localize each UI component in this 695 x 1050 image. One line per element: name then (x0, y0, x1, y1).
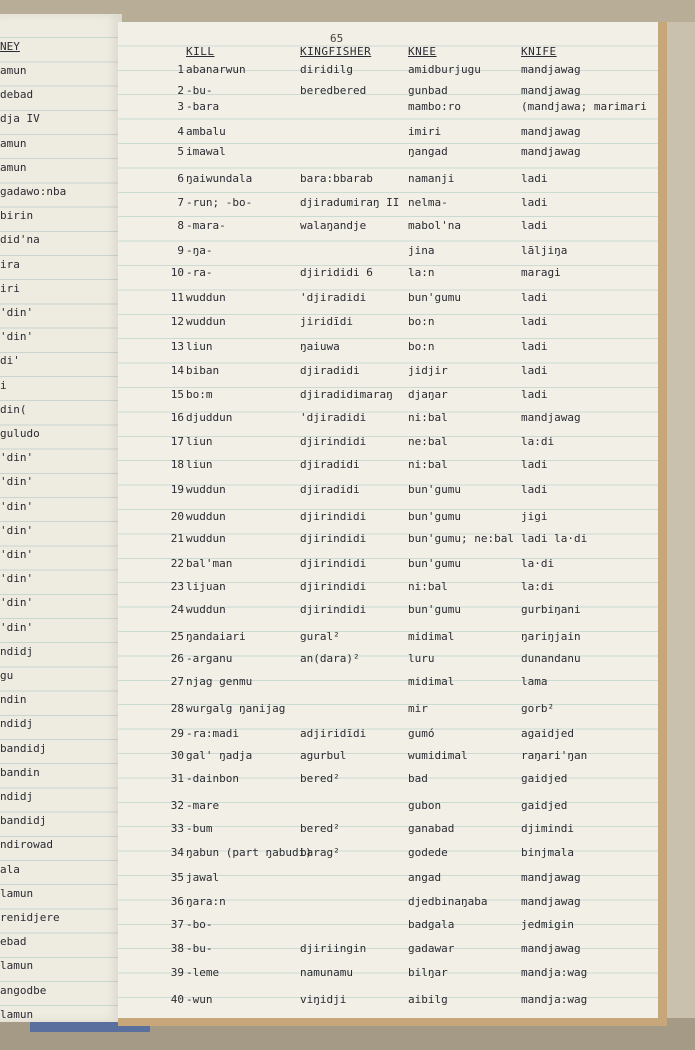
cell-knee: amidburjugu (408, 63, 481, 76)
cell-kill: bo:m (186, 388, 213, 401)
cell-kill: abanarwun (186, 63, 246, 76)
row-number: 32 (170, 799, 184, 812)
cell-knee: gubon (408, 799, 442, 812)
left-page-line: bandidj (0, 814, 47, 828)
cell-knee: aibilg (408, 993, 448, 1006)
left-page-line: 'din' (0, 330, 34, 344)
left-page-line: angodbe (0, 983, 47, 997)
row-number: 1 (177, 63, 184, 76)
cell-knee: mir (408, 702, 428, 715)
cell-knife: mandjawag (521, 942, 581, 955)
cell-knee: imiri (408, 125, 442, 138)
left-page-line: lamun (0, 1007, 34, 1021)
cell-kill: liun (186, 435, 213, 448)
row-number: 34 (170, 846, 184, 859)
cell-kingfisher: beredbered (300, 84, 367, 97)
row-number: 26 (170, 652, 184, 665)
cell-knife: maragi (521, 266, 561, 279)
cell-knife: gaidjed (521, 799, 568, 812)
cell-knee: ganabad (408, 822, 455, 835)
cell-kingfisher: bered² (300, 822, 340, 835)
cell-knife: (mandjawa; marimari (521, 100, 647, 113)
cell-knife: mandja:wag (521, 993, 588, 1006)
cell-kill: bal'man (186, 557, 233, 570)
cell-kill: -ŋa- (186, 244, 213, 257)
cell-knee: bo:n (408, 315, 435, 328)
left-page-line: 'din' (0, 548, 34, 561)
cell-kill: -mare (186, 799, 220, 812)
row-number: 7 (177, 196, 184, 209)
table-row (0, 601, 660, 621)
row-number: 27 (170, 675, 184, 688)
row-number: 6 (177, 172, 184, 185)
table-row (0, 264, 660, 284)
cell-kill: -arganu (186, 652, 233, 665)
cell-kingfisher: bara:bbarab (300, 172, 373, 185)
left-page-line: ndidj (0, 717, 34, 731)
cell-knee: bun'gumu (408, 603, 461, 616)
cell-knife: ladi (521, 315, 548, 328)
cell-knife: mandjawag (521, 63, 581, 76)
cell-kingfisher: walaŋandje (300, 219, 367, 232)
row-number: 19 (170, 483, 184, 496)
cell-kingfisher: an(dara)² (300, 652, 360, 665)
cell-kingfisher: djiriingin (300, 942, 367, 955)
cell-knife: lāljiŋa (521, 244, 568, 257)
left-page-line: guludo (0, 427, 40, 440)
left-page-line: 'din' (0, 451, 34, 465)
cell-knife: ŋariŋjain (521, 630, 581, 643)
row-number: 38 (170, 942, 184, 955)
cell-kingfisher: djirindidi (300, 580, 367, 593)
cell-kill: wuddun (186, 532, 226, 545)
cell-kingfisher: bered² (300, 772, 340, 785)
cell-knife: gorb² (521, 702, 555, 715)
cell-kill: wuddun (186, 483, 226, 496)
column-header-kingfisher: KINGFISHER (300, 45, 372, 58)
table-row (0, 530, 660, 550)
cell-knee: namanji (408, 172, 455, 185)
cell-knee: bun'gumu; ne:bal (408, 532, 514, 545)
left-page-line: debad (0, 88, 34, 102)
cell-knife: binjmala (521, 846, 574, 859)
table-row (0, 673, 660, 693)
left-page-line: din( (0, 402, 27, 416)
cell-kingfisher: djiradidi (300, 364, 360, 377)
left-page-line: ebad (0, 935, 27, 949)
cell-knee: ŋangad (408, 145, 448, 158)
cell-knife: jigi (521, 510, 548, 523)
table-row (0, 338, 660, 358)
cell-knife: mandjawag (521, 145, 581, 158)
row-number: 18 (170, 458, 184, 471)
cell-knife: la:di (521, 435, 555, 448)
cell-knife: dunandanu (521, 652, 581, 665)
table-row (0, 98, 660, 118)
left-page-line: ira (0, 257, 20, 271)
left-page-line: gu (0, 669, 14, 682)
row-number: 21 (170, 532, 184, 545)
cell-kill: -leme (186, 966, 220, 979)
cell-knife: gurbiŋani (521, 603, 581, 616)
cell-knife: ladi (521, 388, 548, 401)
table-row (0, 61, 660, 81)
cell-knee: badgala (408, 918, 455, 931)
cell-knife: ladi la·di (521, 532, 588, 545)
cell-kill: -bo- (186, 918, 213, 931)
cell-knife: mandjawag (521, 84, 581, 97)
row-number: 40 (170, 993, 184, 1006)
cell-knee: djedbinaŋaba (408, 895, 488, 908)
cell-knee: bun'gumu (408, 510, 461, 523)
table-row (0, 242, 660, 262)
cell-knee: gunbad (408, 84, 448, 97)
table-row (0, 797, 660, 817)
table-row (0, 508, 660, 528)
left-page-line: ndirowad (0, 838, 53, 852)
table-row (0, 991, 660, 1011)
cell-kingfisher: djiradidimaraŋ (300, 388, 393, 401)
cell-knee: mambo:ro (408, 100, 461, 113)
cell-knife: lama (521, 675, 548, 688)
table-row (0, 747, 660, 767)
row-number: 31 (170, 772, 184, 785)
cell-knife: mandjawag (521, 411, 581, 424)
table-row (0, 123, 660, 143)
cell-knee: bun'gumu (408, 557, 461, 570)
row-number: 2 (177, 84, 184, 97)
cell-kill: ŋara:n (186, 895, 226, 908)
row-number: 23 (170, 580, 184, 593)
table-row (0, 916, 660, 936)
cell-kill: jawal (186, 871, 220, 884)
cell-kill: ŋaiwundala (186, 172, 253, 185)
cell-knife: ladi (521, 291, 548, 304)
cell-kingfisher: djirindidi (300, 510, 367, 523)
row-number: 37 (170, 918, 184, 931)
cell-knife: la·di (521, 557, 555, 570)
cell-kill: biban (186, 364, 220, 377)
cell-kingfisher: djiradidi (300, 483, 360, 496)
cell-kill: wuddun (186, 315, 226, 328)
left-page-line: lamun (0, 886, 34, 900)
row-number: 35 (170, 871, 184, 884)
table-row (0, 628, 660, 648)
left-page-line: 'din' (0, 499, 34, 513)
cell-knife: ladi (521, 340, 548, 353)
cell-kill: wuddun (186, 291, 226, 304)
table-row (0, 700, 660, 720)
column-header-knee: KNEE (408, 45, 437, 58)
table-row (0, 194, 660, 214)
cell-knee: djaŋar (408, 388, 448, 401)
cell-kill: liun (186, 340, 213, 353)
cell-knee: bilŋar (408, 966, 448, 979)
cell-knee: ni:bal (408, 411, 448, 424)
table-row (0, 409, 660, 429)
row-number: 29 (170, 727, 184, 740)
cell-knee: gumó (408, 727, 435, 740)
cell-kill: liun (186, 458, 213, 471)
cell-kill: wuddun (186, 603, 226, 616)
table-row (0, 433, 660, 453)
left-page-line: lamun (0, 959, 34, 973)
cell-kill: -run; -bo- (186, 196, 253, 209)
cell-knife: djimindi (521, 822, 574, 835)
row-number: 12 (170, 315, 184, 328)
cell-kill: -bara (186, 100, 220, 113)
left-page-line: 'din' (0, 572, 34, 586)
table-row (0, 170, 660, 190)
left-page-line: bandin (0, 765, 40, 779)
cell-knife: ladi (521, 172, 548, 185)
cell-knee: gadawar (408, 942, 455, 955)
table-row (0, 481, 660, 501)
table-row (0, 940, 660, 960)
cell-knee: bun'gumu (408, 291, 461, 304)
row-number: 14 (170, 364, 184, 377)
cell-knee: luru (408, 652, 435, 665)
cell-knife: gaidjed (521, 772, 568, 785)
table-row (0, 893, 660, 913)
cell-kill: wuddun (186, 510, 226, 523)
cell-kill: imawal (186, 145, 226, 158)
cell-knife: mandjawag (521, 895, 581, 908)
left-page-line: amun (0, 160, 27, 174)
cell-kingfisher: djiradidi (300, 458, 360, 471)
cell-knee: godede (408, 846, 448, 859)
cell-kingfisher: gural² (300, 630, 340, 643)
left-page-line: 'din' (0, 523, 34, 537)
cell-knee: ni:bal (408, 580, 448, 593)
table-row (0, 217, 660, 237)
cell-kingfisher: djirindidi (300, 532, 367, 545)
cell-knife: agaidjed (521, 727, 574, 740)
cell-knee: jina (408, 244, 435, 257)
cell-kingfisher: adjiridīdi (300, 727, 367, 740)
table-row (0, 820, 660, 840)
cell-kill: -dainbon (186, 772, 239, 785)
left-page-line: 'din' (0, 306, 34, 319)
row-number: 13 (170, 340, 184, 353)
page-number: 65 (330, 32, 344, 45)
cell-knee: bad (408, 772, 428, 785)
cell-knife: mandjawag (521, 871, 581, 884)
row-number: 39 (170, 966, 184, 979)
left-page-line: amun (0, 64, 27, 77)
cell-kingfisher: jiridīdi (300, 315, 353, 328)
cell-kill: -bu- (186, 84, 213, 97)
cell-knife: ladi (521, 364, 548, 377)
cell-knife: ladi (521, 458, 548, 471)
cell-kill: -ra- (186, 266, 213, 279)
cell-kill: djuddun (186, 411, 233, 424)
left-page-line: ndidj (0, 644, 34, 658)
cell-knife: mandja:wag (521, 966, 588, 979)
cell-knee: la:n (408, 266, 435, 279)
cell-knee: bun'gumu (408, 483, 461, 496)
left-page-line: ndidj (0, 790, 34, 803)
table-row (0, 650, 660, 670)
cell-kill: -mara- (186, 219, 226, 232)
row-number: 5 (177, 145, 184, 158)
cell-knee: nelma- (408, 196, 448, 209)
table-row (0, 362, 660, 382)
row-number: 17 (170, 435, 184, 448)
cell-kingfisher: djiradumiraŋ II (300, 196, 400, 209)
cell-knee: ne:bal (408, 435, 448, 448)
cell-knife: ladi (521, 219, 548, 232)
cell-kingfisher: djirididi 6 (300, 266, 373, 279)
cell-kingfisher: viŋidji (300, 993, 347, 1006)
table-row (0, 844, 660, 864)
cell-knife: mandjawag (521, 125, 581, 138)
row-number: 24 (170, 603, 184, 616)
cell-knee: angad (408, 871, 442, 884)
left-page-line: birin (0, 209, 34, 223)
cell-kill: njag genmu (186, 675, 253, 688)
table-row (0, 386, 660, 406)
cell-knife: ladi (521, 196, 548, 209)
table-row (0, 578, 660, 598)
row-number: 28 (170, 702, 184, 715)
cell-knee: midimal (408, 675, 455, 688)
left-page-line: did'na (0, 233, 40, 247)
cell-kill: -bu- (186, 942, 213, 955)
cell-kill: ŋandaiari (186, 630, 246, 643)
cell-knee: mabol'na (408, 219, 461, 232)
cell-knife: jedmigin (521, 918, 574, 931)
row-number: 3 (177, 100, 184, 113)
row-number: 16 (170, 411, 184, 424)
row-number: 30 (170, 749, 184, 762)
left-page-line: amun (0, 136, 27, 150)
table-row (0, 289, 660, 309)
cell-kill: -bum (186, 822, 213, 835)
table-row (0, 456, 660, 476)
cell-kill: wurgalg ŋanijag (186, 702, 286, 715)
cell-kingfisher: 'djiradidi (300, 411, 367, 424)
row-number: 9 (177, 244, 184, 257)
left-page-line: i (0, 378, 7, 392)
cell-kill: -ra:madi (186, 727, 239, 740)
left-page-line: 'din' (0, 475, 34, 489)
left-page-line: di' (0, 354, 20, 368)
table-row (0, 869, 660, 889)
left-page-line: ndin (0, 693, 27, 707)
cell-kingfisher: diridilg (300, 63, 353, 76)
table-row (0, 143, 660, 163)
cell-kill: gal' ŋadja (186, 749, 253, 762)
column-header-kill: KILL (186, 45, 215, 58)
cell-kingfisher: ŋaiuwa (300, 340, 340, 353)
cell-knee: ni:bal (408, 458, 448, 471)
row-number: 8 (177, 219, 184, 232)
row-number: 4 (177, 125, 184, 138)
row-number: 20 (170, 510, 184, 523)
table-row (0, 770, 660, 790)
left-page-line: 'din' (0, 620, 34, 634)
cell-kingfisher: barag² (300, 846, 340, 859)
cell-kill: ŋabun (part ŋabudi) (186, 846, 312, 859)
row-number: 25 (170, 630, 184, 643)
left-page-line: renidjere (0, 911, 60, 924)
row-number: 15 (170, 388, 184, 401)
left-page-line: ala (0, 862, 20, 876)
cell-knife: raŋari'ŋan (521, 749, 588, 762)
left-page-line: iri (0, 281, 20, 295)
cell-kingfisher: djirindidi (300, 557, 367, 570)
table-row (0, 313, 660, 333)
left-page-line: dja IV (0, 112, 40, 126)
cell-kingfisher: djirindidi (300, 603, 367, 616)
cell-kingfisher: 'djiradidi (300, 291, 367, 304)
cell-knee: bo:n (408, 340, 435, 353)
cell-kill: ambalu (186, 125, 226, 138)
cell-kill: -wun (186, 993, 213, 1006)
column-header-knife: KNIFE (521, 45, 557, 58)
cell-kingfisher: agurbul (300, 749, 347, 762)
cell-knee: midimal (408, 630, 455, 643)
left-page-header: NEY (0, 40, 20, 53)
cell-knife: ladi (521, 483, 548, 496)
cell-knife: la:di (521, 580, 555, 593)
row-number: 36 (170, 895, 184, 908)
row-number: 11 (170, 291, 184, 304)
cell-knee: wumidimal (408, 749, 468, 762)
left-page-line: 'din' (0, 596, 34, 610)
table-row (0, 725, 660, 745)
row-number: 33 (170, 822, 184, 835)
table-row (0, 555, 660, 575)
row-number: 10 (170, 266, 184, 279)
cell-knee: jidjir (408, 364, 448, 377)
row-number: 22 (170, 557, 184, 570)
cell-kill: lijuan (186, 580, 226, 593)
cell-kingfisher: djirindidi (300, 435, 367, 448)
left-page-line: gadawo:nba (0, 185, 67, 198)
left-page-line: bandidj (0, 741, 47, 755)
table-row (0, 964, 660, 984)
cell-kingfisher: namunamu (300, 966, 353, 979)
